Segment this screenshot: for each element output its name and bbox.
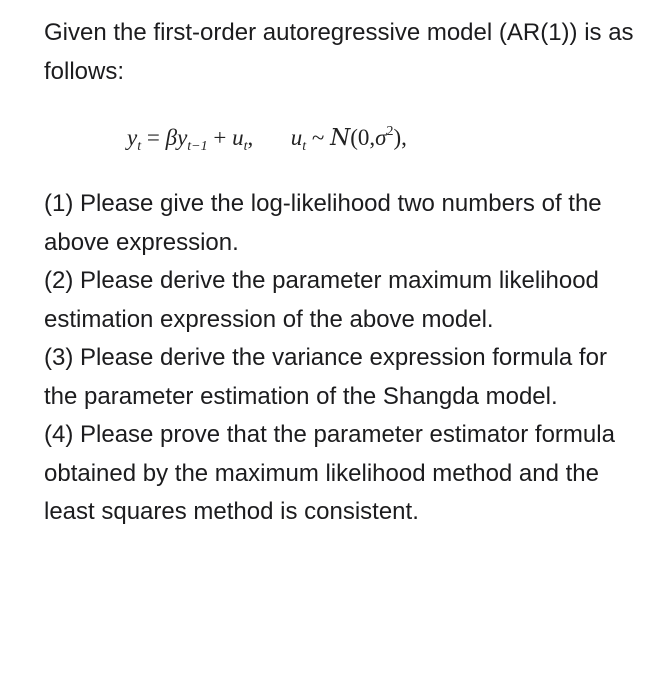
formula-u: u bbox=[232, 125, 244, 150]
formula-normal: N bbox=[330, 125, 351, 151]
formula-params-open: (0, bbox=[350, 125, 376, 150]
formula-y: y bbox=[127, 125, 138, 150]
formula-plus: + bbox=[213, 125, 227, 150]
formula-subscript-t-u: t bbox=[243, 139, 248, 154]
formula-y-lag: y bbox=[177, 125, 188, 150]
question-1: (1) Please give the log-likelihood two numbers of the above expression. bbox=[44, 190, 602, 256]
formula-tilde: ~ bbox=[311, 125, 325, 150]
question-document bbox=[44, 14, 634, 532]
question-3: (3) Please derive the variance expression formula for the parameter estimation of the Shangda model. bbox=[44, 344, 607, 410]
ar1-formula bbox=[127, 110, 634, 166]
formula-subscript-t-dist: t bbox=[302, 139, 307, 154]
formula-equals: = bbox=[146, 125, 160, 150]
question-4: (4) Please prove that the parameter estimator formula obtained by the maximum likelihood method and the least squares method is consistent. bbox=[44, 421, 615, 525]
formula-comma: , bbox=[247, 125, 254, 150]
formula-superscript-2: 2 bbox=[386, 124, 394, 139]
formula-subscript-t: t bbox=[137, 139, 142, 154]
formula-subscript-t-minus-1: t−1 bbox=[187, 139, 208, 154]
formula-sigma: σ bbox=[375, 125, 387, 150]
formula-u-dist: u bbox=[290, 125, 303, 150]
formula-beta: β bbox=[165, 125, 178, 150]
intro-paragraph: Given the first-order autoregressive model (AR(1)) is as follows: bbox=[44, 19, 634, 85]
question-2: (2) Please derive the parameter maximum likelihood estimation expression of the above model. bbox=[44, 267, 599, 333]
formula-params-close: ), bbox=[393, 125, 407, 150]
